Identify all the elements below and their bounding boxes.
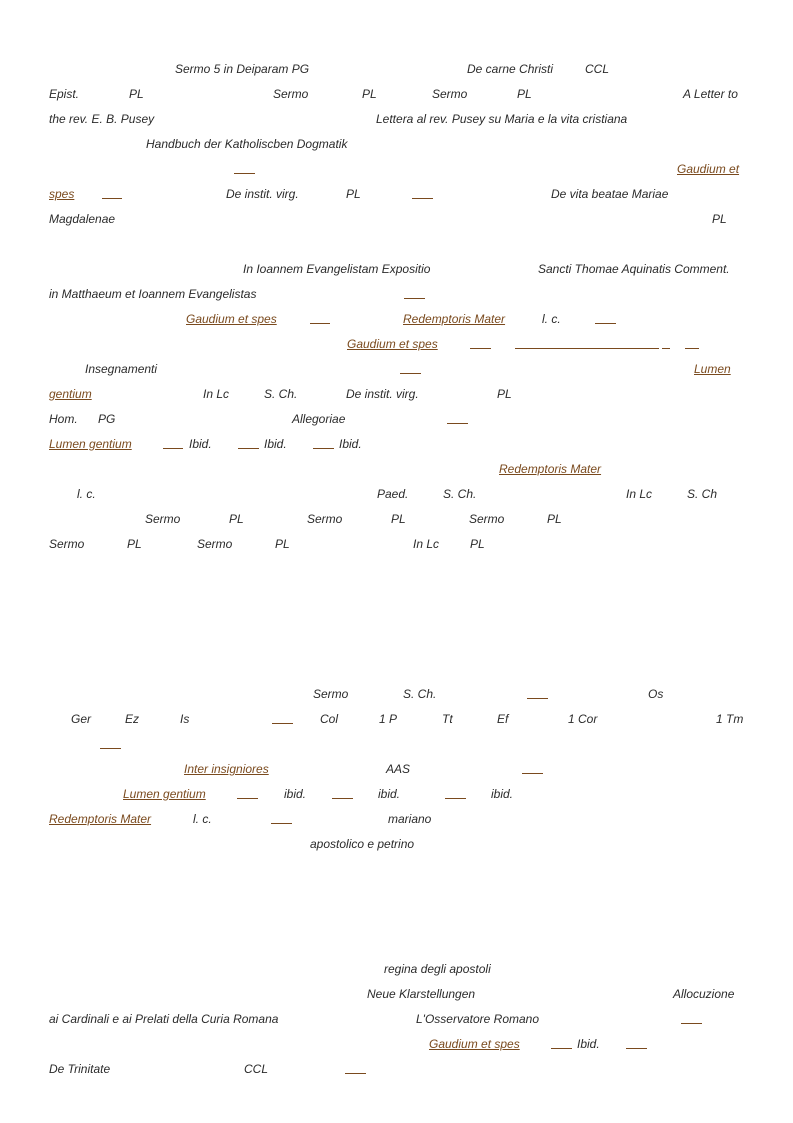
footnote-underline: [551, 1048, 572, 1049]
citation-text: Sermo: [197, 537, 233, 551]
citation-text: regina degli apostoli: [384, 962, 491, 976]
citation-text: In Ioannem Evangelistam Expositio: [243, 262, 431, 276]
footnote-underline: [345, 1073, 366, 1074]
footnote-underline: [681, 1023, 702, 1024]
citation-text: ibid.: [491, 787, 514, 801]
citation-text: De instit. virg.: [226, 187, 299, 201]
citation-text: De carne Christi: [467, 62, 554, 76]
citation-text: In Lc: [413, 537, 440, 551]
citation-text: Paed.: [377, 487, 409, 501]
citation-text: Sermo: [313, 687, 349, 701]
footnote-underline: [272, 723, 293, 724]
document-link[interactable]: Lumen: [694, 362, 731, 376]
citation-text: S. Ch.: [264, 387, 298, 401]
citation-text: Magdalenae: [49, 212, 116, 226]
citation-text: PL: [229, 512, 244, 526]
citation-text: CCL: [244, 1062, 269, 1076]
footnote-underline: [470, 348, 491, 349]
footnote-underline: [595, 323, 616, 324]
footnote-underline: [234, 173, 255, 174]
footnote-underline: [404, 298, 425, 299]
document-link[interactable]: Inter insigniores: [184, 762, 269, 776]
document-link[interactable]: gentium: [49, 387, 92, 401]
citation-text: PL: [517, 87, 532, 101]
citation-text: L'Osservatore Romano: [416, 1012, 540, 1026]
citation-text: 1 Cor: [568, 712, 598, 726]
citation-text: In Lc: [626, 487, 653, 501]
citation-text: De Trinitate: [49, 1062, 111, 1076]
footnote-underline: [310, 323, 330, 324]
citation-text: Sermo: [145, 512, 181, 526]
citation-text: Handbuch der Katholiscben Dogmatik: [146, 137, 348, 151]
citation-text: A Letter to: [683, 87, 738, 101]
citation-text: PG: [98, 412, 116, 426]
citation-text: Sancti Thomae Aquinatis Comment.: [538, 262, 730, 276]
document-link[interactable]: Redemptoris Mater: [403, 312, 506, 326]
document-link[interactable]: Lumen gentium: [49, 437, 132, 451]
citation-text: In Lc: [203, 387, 230, 401]
citation-text: Os: [648, 687, 664, 701]
footnote-underline: [445, 798, 466, 799]
footnote-underline: [662, 348, 670, 349]
citation-text: PL: [391, 512, 406, 526]
footnote-underline: [163, 448, 183, 449]
footnote-underline: [527, 698, 548, 699]
citation-text: l. c.: [193, 812, 212, 826]
citation-text: ai Cardinali e ai Prelati della Curia Romana: [49, 1012, 279, 1026]
footnote-underline: [237, 798, 258, 799]
footnote-underline: [332, 798, 353, 799]
citation-text: Ibid.: [189, 437, 212, 451]
citation-text: CCL: [585, 62, 610, 76]
footnote-underline: [685, 348, 699, 349]
document-link[interactable]: Gaudium et spes: [347, 337, 438, 351]
citation-text: PL: [127, 537, 142, 551]
citation-text: Sermo: [432, 87, 468, 101]
citation-text: Sermo: [49, 537, 85, 551]
citation-text: the rev. E. B. Pusey: [49, 112, 155, 126]
citation-text: Sermo: [307, 512, 343, 526]
citation-text: Epist.: [49, 87, 80, 101]
document-link[interactable]: Redemptoris Mater: [499, 462, 602, 476]
citation-text: PL: [547, 512, 562, 526]
citation-text: l. c.: [77, 487, 96, 501]
footnote-underline: [271, 823, 292, 824]
footnote-underline: [100, 748, 121, 749]
citation-text: Ez: [125, 712, 140, 726]
footnote-underline: [412, 198, 433, 199]
document-link[interactable]: Redemptoris Mater: [49, 812, 152, 826]
citation-text: PL: [712, 212, 727, 226]
citation-text: mariano: [388, 812, 432, 826]
citation-text: Ef: [497, 712, 509, 726]
citation-text: PL: [275, 537, 290, 551]
citation-text: S. Ch.: [443, 487, 477, 501]
document-link[interactable]: spes: [49, 187, 75, 201]
citation-text: De instit. virg.: [346, 387, 419, 401]
citation-text: Ger: [71, 712, 92, 726]
citation-text: Is: [180, 712, 190, 726]
document-link[interactable]: Gaudium et spes: [186, 312, 277, 326]
footnote-underline: [313, 448, 334, 449]
document-link[interactable]: Gaudium et: [677, 162, 740, 176]
citation-text: Hom.: [49, 412, 78, 426]
citation-text: PL: [497, 387, 512, 401]
citation-text: 1 P: [379, 712, 398, 726]
citation-text: De vita beatae Mariae: [551, 187, 669, 201]
citation-text: PL: [129, 87, 144, 101]
citation-text: Insegnamenti: [85, 362, 158, 376]
citation-text: l. c.: [542, 312, 561, 326]
citation-text: ibid.: [284, 787, 307, 801]
citation-text: ibid.: [378, 787, 401, 801]
citation-text: Tt: [442, 712, 453, 726]
citation-text: Allocuzione: [673, 987, 735, 1001]
footnote-underline: [515, 348, 659, 349]
citation-text: PL: [346, 187, 361, 201]
citation-text: in Matthaeum et Ioannem Evangelistas: [49, 287, 257, 301]
citation-text: Allegoriae: [292, 412, 346, 426]
citation-text: PL: [362, 87, 377, 101]
citation-text: PL: [470, 537, 485, 551]
footnote-underline: [238, 448, 259, 449]
footnote-underline: [400, 373, 421, 374]
citation-text: Sermo: [469, 512, 505, 526]
citation-text: Col: [320, 712, 339, 726]
footnote-underline: [522, 773, 543, 774]
footnote-underline: [447, 423, 468, 424]
citation-text: Ibid.: [264, 437, 287, 451]
citation-text: S. Ch: [687, 487, 718, 501]
footnote-underline: [102, 198, 122, 199]
citation-text: apostolico e petrino: [310, 837, 415, 851]
citation-text: Sermo: [273, 87, 309, 101]
citation-text: S. Ch.: [403, 687, 437, 701]
citation-text: Ibid.: [577, 1037, 600, 1051]
document-link[interactable]: Gaudium et spes: [429, 1037, 520, 1051]
citation-text: Neue Klarstellungen: [367, 987, 476, 1001]
footnote-underline: [626, 1048, 647, 1049]
citation-text: 1 Tm: [716, 712, 744, 726]
citation-text: Lettera al rev. Pusey su Maria e la vita cristiana: [376, 112, 628, 126]
document-link[interactable]: Lumen gentium: [123, 787, 206, 801]
citation-text: Sermo 5 in Deiparam PG: [175, 62, 310, 76]
citation-text: Ibid.: [339, 437, 362, 451]
citation-text: AAS: [386, 762, 411, 776]
